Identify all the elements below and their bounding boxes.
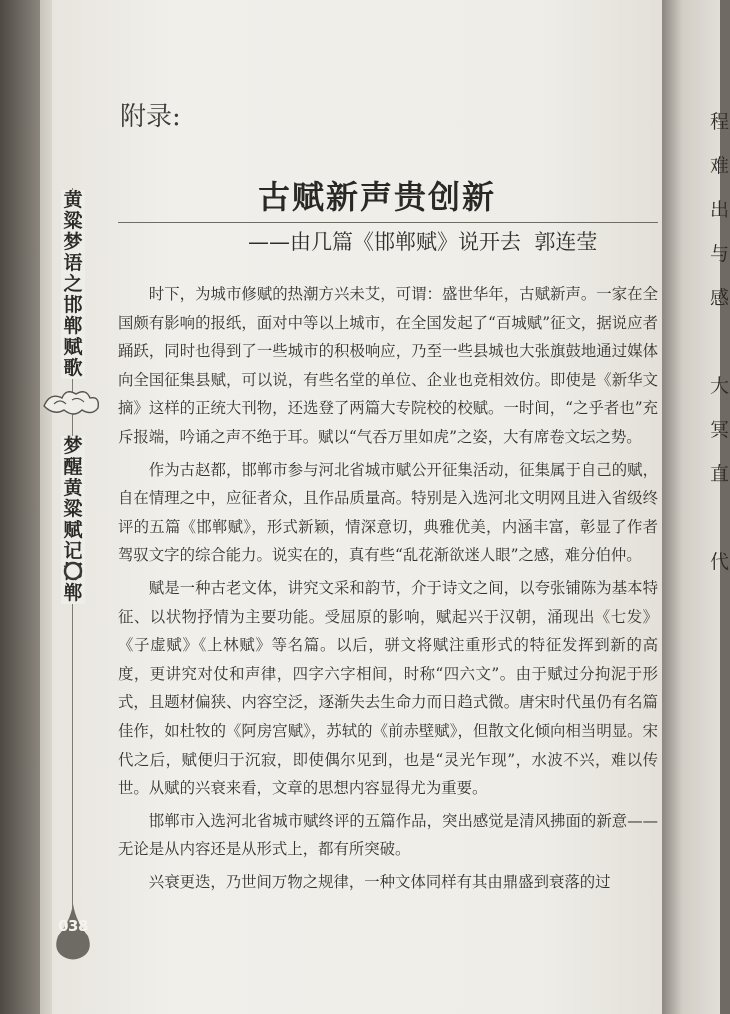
adjacent-char: 与 (710, 243, 730, 265)
cloud-ornament-icon (40, 386, 102, 420)
adjacent-char (710, 320, 730, 364)
adjacent-char (710, 584, 730, 628)
series-title: 黄粱梦语之邯郸赋歌 (61, 190, 85, 379)
adjacent-char (710, 496, 730, 540)
paragraph: 兴衰更迭，乃世间万物之规律，一种文体同样有其由鼎盛到衰落的过 (148, 872, 611, 891)
adjacent-char: 出 (710, 199, 730, 221)
title-rule (118, 222, 658, 223)
article-title: 古赋新声贵创新 (258, 178, 497, 216)
adjacent-page-text (710, 100, 730, 716)
paragraph: 赋是一种古老文体，讲究文采和韵节，介于诗文之间，以夸张铺陈为基本特征、以状物抒情为主要功能。受屈原的影响，赋起兴于汉朝，涌现出《七发》《子虚赋》《上林赋》等名篇。以后，骈文将赋注重形式的特征发挥到新的高度，更讲究对仗和声律，四字六字相间，时称“四六文”。由于赋过分拘泥于形式，且题材偏狭、内容空泛，逐渐失去生命力而日趋式微。唐宋时代虽仍有名篇佳作，如杜牧的《阿房宫赋》，苏轼的《前赤壁赋》，但散文化倾向相当明显。宋代之后，赋便归于沉寂，即使偶尔见到，也是“灵光乍现”，水波不兴，难以传世。从赋的兴衰来看，文章的思想内容显得尤为重要。 (118, 578, 658, 798)
side-decoration (58, 188, 88, 948)
circle-ornament-icon (62, 560, 84, 582)
adjacent-char: 感 (710, 287, 730, 309)
adjacent-char: 冥 (710, 419, 730, 441)
author-name: 郭连莹 (534, 230, 598, 254)
volume-title: 梦醒黄粱 赋记 郸 (61, 436, 85, 604)
section-label: 附录: (120, 102, 181, 132)
adjacent-char: 难 (710, 155, 730, 177)
paragraph: 作为古赵都，邯郸市参与河北省城市赋公开征集活动，征集属于自己的赋，自在情理之中，应征者众，且作品质量高。特别是入选河北文明网且进入省级终评的五篇《邯郸赋》，形式新颖，情深意切，典雅优美，内涵丰富，彰显了作者驾驭文字的综合能力。说实在的，真有些“乱花渐欲迷人眼”之感，难分伯仲。 (118, 460, 658, 565)
adjacent-char: 代 (710, 551, 730, 573)
adjacent-char: 程 (710, 111, 730, 133)
subtitle-text: ——由几篇《邯郸赋》说开去 (248, 230, 521, 254)
adjacent-page (662, 0, 730, 1014)
page-number: 038 (58, 917, 88, 935)
paragraph: 时下，为城市修赋的热潮方兴未艾，可谓：盛世华年，古赋新声。一家在全国颇有影响的报纸，面对中等以上城市，在全国发起了“百城赋”征文，据说应者踊跃，同时也得到了一些城市的积极响应，乃至一些县城也大张旗鼓地通过媒体向全国征集县赋，可以说，有些名堂的单位、企业也竞相效仿。即使是《新华文摘》这样的正统大刊物，还选登了两篇大专院校的校赋。一时间，“之乎者也”充斥报端，吟诵之声不绝于耳。赋以“气吞万里如虎”之姿，大有席卷文坛之势。 (118, 285, 658, 446)
article-body (118, 280, 658, 898)
adjacent-char: 直 (710, 463, 730, 485)
paragraph: 邯郸市入选河北省城市赋终评的五篇作品，突出感觉是清风拂面的新意——无论是从内容还是从形式上，都有所突破。 (118, 811, 658, 859)
article-subtitle (248, 226, 597, 256)
adjacent-char (710, 672, 730, 716)
book-spine-background (0, 0, 40, 1014)
adjacent-char (710, 628, 730, 672)
adjacent-char: 大 (710, 375, 730, 397)
